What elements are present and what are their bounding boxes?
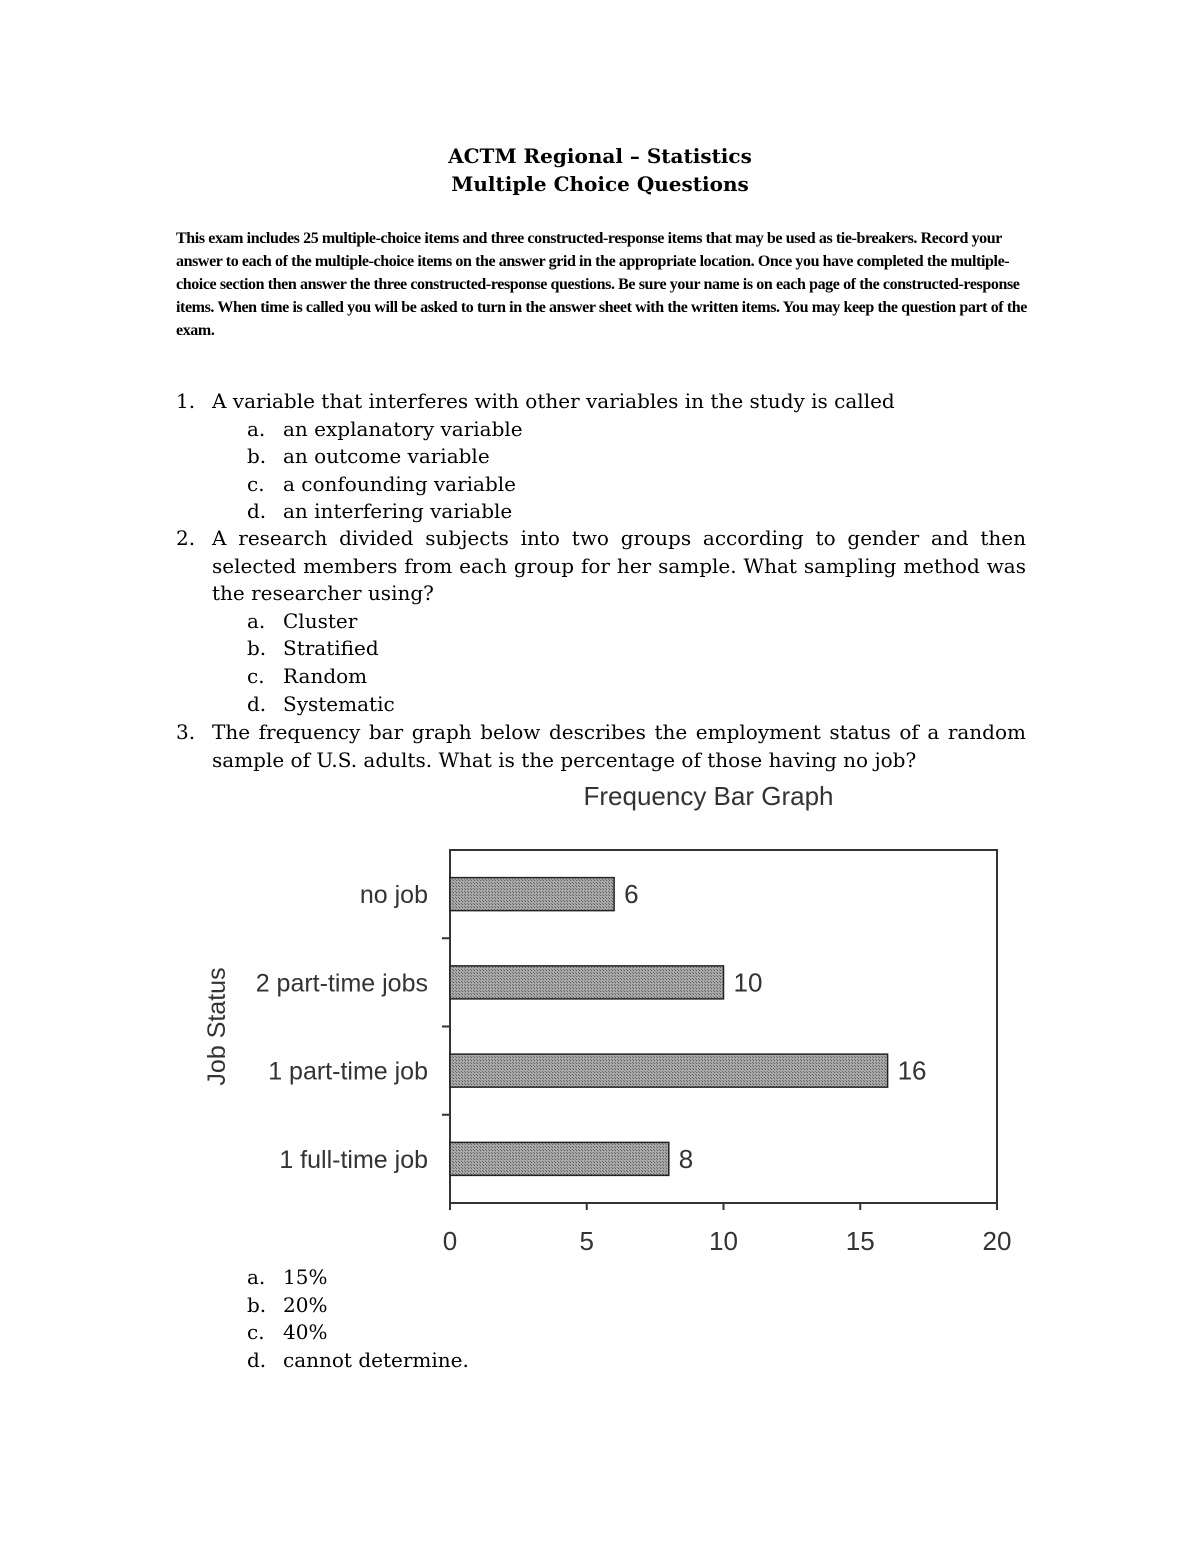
category-label: no job — [359, 881, 428, 910]
page-subtitle: Multiple Choice Questions — [451, 172, 749, 196]
bar — [450, 878, 614, 911]
option-letter: c. — [247, 1320, 265, 1345]
answer-option — [176, 416, 1026, 444]
bar — [450, 966, 724, 999]
question-number: 3. — [176, 720, 196, 744]
option-letter: d. — [247, 691, 267, 716]
option-text: an explanatory variable — [283, 416, 523, 441]
question-3 — [176, 719, 1026, 774]
option-letter: a. — [247, 416, 266, 441]
option-letter: a. — [247, 1265, 266, 1289]
page-title: ACTM Regional – Statistics — [448, 144, 752, 168]
x-tick-label: 10 — [709, 1226, 738, 1256]
answer-options — [176, 1264, 876, 1374]
option-text: Random — [283, 663, 368, 688]
option-letter: c. — [247, 471, 265, 496]
bar-value-label: 8 — [678, 1143, 694, 1174]
question-1 — [176, 388, 1026, 526]
answer-option — [176, 1292, 876, 1320]
option-letter: b. — [247, 1292, 267, 1317]
option-letter: b. — [247, 444, 267, 469]
answer-options — [176, 608, 1026, 718]
option-text: a confounding variable — [283, 471, 516, 496]
exam-instructions: This exam includes 25 multiple-choice items and three constructed-response items that may be used as tie-breakers. Record your answer to each of the multiple-choice items on the answer grid in the appropriate location. Once you have completed the multiple-choice section then answer the three constructed-response questions. Be sure your name is on each page of the constructed-response items. When time is called you will be asked to turn in the answer sheet with the written items. You may keep the question part of the exam. — [176, 230, 1027, 339]
option-letter: a. — [247, 608, 266, 633]
frequency-bar-chart — [180, 775, 1040, 1265]
answer-option — [176, 663, 1026, 691]
bar-value-label: 16 — [897, 1055, 927, 1086]
answer-option — [176, 443, 1026, 471]
question-text: A research divided subjects into two groups according to gender and then selected members from each group for her sample. What sampling method was the researcher using? — [212, 526, 1026, 606]
answer-option — [176, 1264, 876, 1292]
answer-option — [176, 498, 1026, 526]
answer-options — [176, 416, 1026, 526]
question-text: A variable that interferes with other variables in the study is called — [212, 389, 895, 413]
y-axis-label: Job Status — [203, 967, 231, 1086]
answer-option — [176, 691, 1026, 719]
answer-option — [176, 1347, 876, 1375]
option-text: an interfering variable — [283, 499, 513, 524]
question-number: 2. — [176, 526, 196, 550]
option-letter: d. — [247, 499, 267, 524]
option-text: cannot determine. — [283, 1347, 469, 1372]
option-letter: d. — [247, 1347, 267, 1372]
x-tick-label: 5 — [579, 1226, 594, 1256]
answer-option — [176, 471, 1026, 499]
option-text: 20% — [283, 1292, 328, 1317]
x-tick-label: 15 — [845, 1226, 875, 1256]
category-label: 2 part-time jobs — [255, 969, 428, 998]
bar-value-label: 10 — [733, 967, 763, 998]
option-text: Systematic — [283, 691, 395, 716]
question-text: The frequency bar graph below describes the employment status of a random sample of U.S. adults. What is the percentage of those having no job? — [212, 720, 1026, 772]
option-text: an outcome variable — [283, 444, 490, 469]
answer-option — [176, 608, 1026, 636]
question-2 — [176, 525, 1026, 718]
option-text: Stratified — [283, 636, 379, 661]
option-text: 15% — [283, 1265, 328, 1289]
x-tick-label: 20 — [982, 1226, 1012, 1256]
option-text: 40% — [283, 1320, 328, 1345]
option-letter: c. — [247, 663, 265, 688]
category-label: 1 full-time job — [279, 1145, 428, 1174]
bar — [450, 1142, 669, 1175]
chart-title: Frequency Bar Graph — [583, 781, 834, 811]
answer-option — [176, 635, 1026, 663]
answer-option — [176, 1319, 876, 1347]
x-tick-label: 0 — [442, 1226, 458, 1256]
category-label: 1 part-time job — [268, 1057, 428, 1086]
bar-value-label: 6 — [624, 879, 639, 910]
option-letter: b. — [247, 636, 267, 661]
option-text: Cluster — [283, 608, 358, 633]
question-number: 1. — [176, 389, 196, 413]
bar — [450, 1054, 888, 1087]
